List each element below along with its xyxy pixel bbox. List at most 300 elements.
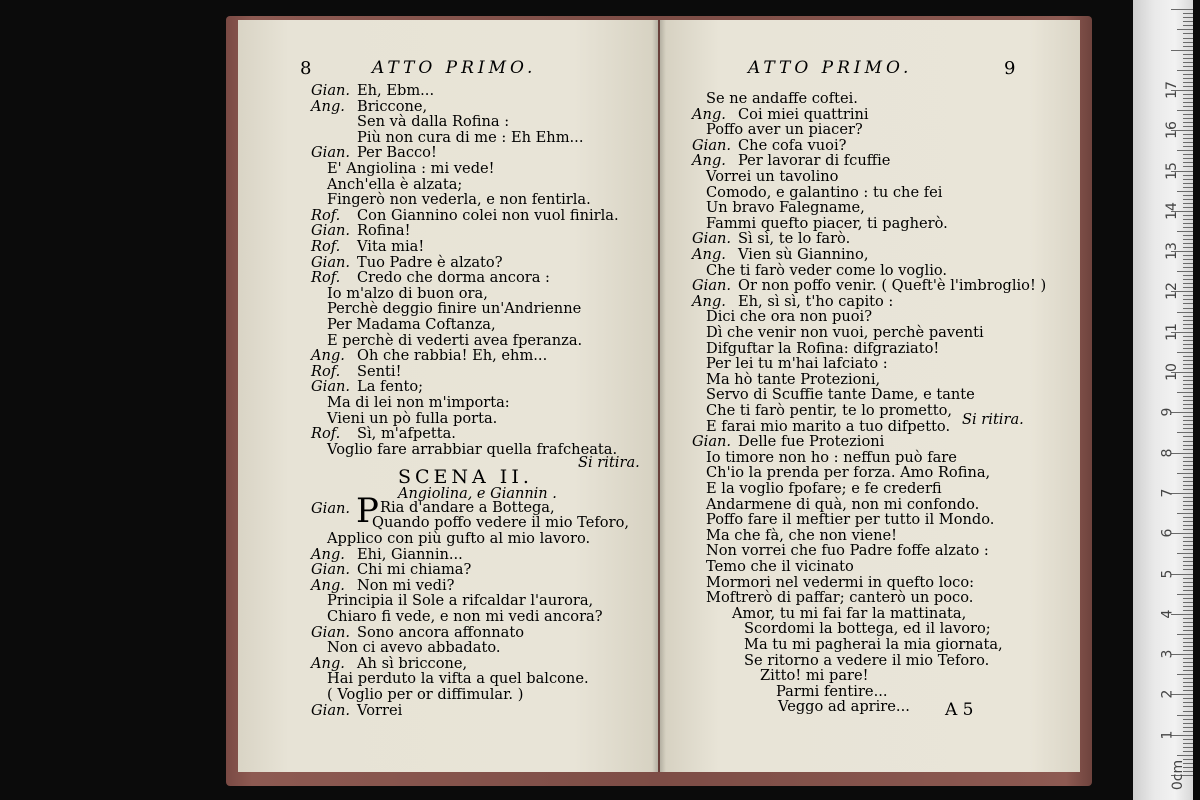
text-line: Per lavorar di fcuffie [738, 152, 891, 170]
ruler-tick [1183, 561, 1193, 562]
text-line: Temo che il vicinato [706, 558, 854, 575]
ruler-tick [1183, 702, 1193, 703]
speaker-label: Gian. [311, 82, 351, 99]
ruler-tick [1183, 747, 1193, 748]
ruler-tick [1183, 686, 1193, 687]
ruler-tick [1183, 58, 1193, 59]
ruler-tick [1177, 473, 1193, 474]
ruler-tick [1183, 420, 1193, 421]
ruler-tick [1183, 711, 1193, 712]
speaker-label: Ang. [311, 545, 345, 563]
ruler-tick [1183, 46, 1193, 47]
text-line: Io timore non ho : neffun può fare [706, 448, 957, 466]
speaker-label: Gian. [692, 230, 732, 248]
ruler-tick [1183, 416, 1193, 417]
ruler-tick [1183, 602, 1193, 603]
ruler-label: 14 [1163, 201, 1180, 220]
text-line: Sì sì, te lo farò. [738, 230, 851, 248]
ruler-tick [1183, 545, 1193, 546]
speaker-label: Ang. [692, 105, 726, 123]
ruler-tick [1177, 110, 1193, 111]
text-line: Zitto! mi pare! [760, 667, 869, 685]
text-line: Ma hò tante Protezioni, [706, 370, 881, 388]
ruler-label: 9 [1159, 407, 1176, 417]
ruler-tick [1183, 316, 1193, 317]
ruler-tick [1183, 739, 1193, 740]
ruler-tick [1183, 509, 1193, 510]
ruler-tick [1183, 368, 1193, 369]
ruler-tick [1183, 199, 1193, 200]
right-page-header: ATTO PRIMO. [748, 58, 913, 78]
speaker-label: Gian. [311, 623, 351, 641]
text-line: Per lei tu m'hai lafciato : [706, 355, 888, 373]
speaker-label: Gian. [311, 144, 351, 162]
ruler-tick [1183, 424, 1193, 425]
ruler-tick [1183, 678, 1193, 679]
ruler-tick [1183, 598, 1193, 599]
text-line: Eh, sì sì, t'ho capito : [738, 292, 894, 310]
ruler-tick [1183, 529, 1193, 530]
ruler-tick [1183, 497, 1193, 498]
text-line: Poffo fare il meftier per tutto il Mondo. [706, 511, 995, 529]
ruler-tick [1183, 441, 1193, 442]
ruler-tick [1183, 320, 1193, 321]
ruler-tick [1183, 267, 1193, 268]
text-line: Più non cura di me : Eh Ehm... [357, 128, 584, 146]
ruler-tick [1183, 465, 1193, 466]
ruler-tick [1183, 505, 1193, 506]
ruler-tick [1183, 731, 1193, 732]
ruler-label: 8 [1159, 448, 1176, 458]
ruler-label: 17 [1163, 80, 1180, 99]
text-line: Anch'ella è alzata; [327, 175, 463, 193]
text-line: Coi miei quattrini [738, 105, 869, 123]
ruler-tick [1183, 162, 1193, 163]
left-stage-direction: Si ritira. [578, 454, 640, 471]
text-line: Dici che ora non puoi? [706, 308, 873, 326]
text-line: Or non poffo venir. ( Queft'è l'imbroglio! ) [738, 277, 1047, 295]
text-line: Che ti farò pentir, te lo prometto, [706, 402, 953, 419]
text-line: Comodo, e galantino : tu che fei [706, 183, 943, 201]
text-line: E farai mio marito a tuo difpetto. [706, 417, 951, 435]
book-gutter [652, 20, 666, 772]
ruler-tick [1183, 400, 1193, 401]
ruler-tick [1171, 9, 1193, 10]
text-line: Vien sù Giannino, [738, 246, 869, 263]
ruler-tick [1183, 521, 1193, 522]
ruler-tick [1183, 82, 1193, 83]
ruler-label: 5 [1159, 569, 1176, 578]
ruler-tick [1183, 436, 1193, 437]
text-line: Se ne andaffe coftei. [706, 90, 858, 107]
text-line: Ma di lei non m'importa: [327, 394, 510, 411]
text-line: Applico con più gufto al mio lavoro. [327, 530, 591, 547]
text-line: Moftrerò di paffar; canterò un poco. [706, 589, 974, 607]
ruler-label: 16 [1163, 121, 1180, 140]
speaker-label: Rof. [311, 206, 341, 224]
text-line: Chi mi chiama? [357, 561, 472, 579]
text-line: Credo che dorma ancora : [357, 269, 550, 287]
speaker-label: Ang. [311, 576, 345, 594]
ruler-tick [1183, 166, 1193, 167]
text-line: Vieni un pò fulla porta. [327, 409, 498, 427]
ruler-tick [1183, 299, 1193, 300]
text-line: Servo di Scuffie tante Dame, e tante [706, 386, 975, 404]
ruler-tick [1177, 70, 1193, 71]
ruler-tick [1177, 312, 1193, 313]
scene-cast: Angiolina, e Giannin . [398, 486, 557, 502]
ruler-tick [1183, 404, 1193, 405]
ruler-tick [1183, 481, 1193, 482]
text-line: Difguftar la Rofina: difgraziato! [706, 339, 940, 357]
ruler-tick [1183, 259, 1193, 260]
ruler-tick [1183, 94, 1193, 95]
ruler-tick [1183, 610, 1193, 611]
text-line: Briccone, [357, 97, 428, 115]
ruler-tick [1177, 392, 1193, 393]
ruler-tick [1183, 582, 1193, 583]
ruler-tick [1183, 219, 1193, 220]
ruler-tick [1183, 118, 1193, 119]
ruler-tick [1183, 283, 1193, 284]
speaker-label: Gian. [692, 433, 732, 451]
signature-mark: A 5 [945, 700, 974, 720]
ruler-tick [1183, 247, 1193, 248]
text-line: Vorrei [357, 701, 403, 719]
ruler-label: 13 [1163, 242, 1180, 261]
text-line: Vorrei un tavolino [706, 168, 839, 185]
text-line: Ah sì briccone, [357, 654, 468, 672]
right-stage-direction: Si ritira. [962, 411, 1024, 428]
ruler-tick [1177, 715, 1193, 716]
ruler-tick [1183, 622, 1193, 623]
ruler-tick [1183, 489, 1193, 490]
ruler-label: 3 [1159, 649, 1176, 659]
speaker-label: Ang. [311, 97, 345, 115]
speaker-label: Gian. [692, 136, 732, 154]
ruler-tick [1183, 569, 1193, 570]
text-line: Principia il Sole a rifcaldar l'aurora, [327, 592, 594, 610]
ruler-tick [1183, 445, 1193, 446]
ruler-tick [1183, 638, 1193, 639]
text-line: La fento; [357, 378, 424, 396]
drop-line-2: Quando poffo vedere il mio Teforo, [372, 514, 629, 531]
ruler-tick [1183, 344, 1193, 345]
ruler-tick [1183, 360, 1193, 361]
ruler-tick [1183, 255, 1193, 256]
ruler-label: 6 [1159, 528, 1176, 538]
text-line: Non ci avevo abbadato. [327, 639, 501, 657]
ruler-tick [1183, 618, 1193, 619]
ruler-tick [1177, 150, 1193, 151]
ruler-tick [1177, 231, 1193, 232]
ruler-label: 15 [1163, 161, 1180, 180]
text-line: Fingerò non vederla, e non fentirla. [327, 191, 591, 209]
ruler-tick [1183, 388, 1193, 389]
ruler-tick [1177, 271, 1193, 272]
ruler-tick [1183, 408, 1193, 409]
ruler-tick [1183, 525, 1193, 526]
text-line: Scordomi la bottega, ed il lavoro; [744, 620, 991, 638]
ruler-tick [1183, 263, 1193, 264]
text-line: Eh, Ebm... [357, 82, 435, 99]
ruler-tick [1177, 594, 1193, 595]
ruler-tick [1171, 50, 1193, 51]
ruler-tick [1177, 513, 1193, 514]
ruler-tick [1183, 565, 1193, 566]
ruler-tick [1177, 352, 1193, 353]
text-line: Sì, m'afpetta. [357, 425, 456, 443]
ruler-tick [1183, 179, 1193, 180]
text-line: Voglio fare arrabbiar quella frafcheata. [327, 440, 618, 458]
speaker-label: Ang. [692, 246, 726, 263]
speaker-label: Ang. [311, 347, 345, 365]
text-line: Ma che fà, che non viene! [706, 526, 898, 544]
text-line: Veggo ad aprire... [778, 698, 910, 716]
text-line: Andarmene di quà, non mi confondo. [706, 495, 980, 513]
ruler-tick [1183, 223, 1193, 224]
ruler-tick [1183, 21, 1193, 22]
ruler-tick [1183, 586, 1193, 587]
ruler-tick [1183, 207, 1193, 208]
ruler-tick [1183, 541, 1193, 542]
ruler-tick [1183, 356, 1193, 357]
text-line: E perchè di vederti avea fperanza. [327, 331, 583, 349]
ruler-tick [1183, 348, 1193, 349]
ruler-tick [1183, 203, 1193, 204]
ruler-tick [1177, 432, 1193, 433]
ruler-tick [1183, 328, 1193, 329]
ruler-label: 1 [1159, 730, 1176, 740]
ruler-tick [1183, 215, 1193, 216]
text-line: Rofina! [357, 222, 411, 240]
speaker-label: Gian. [311, 253, 351, 271]
ruler-tick [1183, 324, 1193, 325]
speaker-label: Rof. [311, 238, 341, 255]
text-line: Perchè deggio finire un'Andrienne [327, 300, 582, 318]
text-line: E' Angiolina : mi vede! [327, 160, 495, 177]
ruler-tick [1183, 727, 1193, 728]
ruler-label: 11 [1163, 322, 1180, 341]
ruler-tick [1183, 557, 1193, 558]
ruler-tick [1177, 755, 1193, 756]
speaker-label: Gian. [311, 561, 351, 579]
ruler-tick [1183, 235, 1193, 236]
text-line: Amor, tu mi fai far la mattinata, [732, 604, 967, 622]
drop-speaker: Gian. [311, 500, 351, 517]
ruler-tick [1183, 537, 1193, 538]
text-line: Che ti farò veder come lo voglio. [706, 261, 948, 279]
ruler-tick [1183, 134, 1193, 135]
ruler-tick [1183, 142, 1193, 143]
text-line: Chiaro fi vede, e non mi vedi ancora? [327, 608, 603, 625]
text-line: Tuo Padre è alzato? [357, 253, 503, 271]
ruler-tick [1183, 33, 1193, 34]
text-line: Non mi vedi? [357, 576, 455, 594]
ruler-tick [1183, 154, 1193, 155]
ruler-tick [1183, 719, 1193, 720]
left-page-number: 8 [300, 58, 312, 79]
ruler-tick [1183, 183, 1193, 184]
ruler-tick [1177, 553, 1193, 554]
speaker-label: Ang. [692, 152, 726, 170]
ruler-tick [1183, 723, 1193, 724]
ruler-tick [1183, 606, 1193, 607]
ruler-tick [1183, 477, 1193, 478]
right-page-number: 9 [1004, 58, 1016, 79]
speaker-label: Gian. [692, 277, 732, 295]
text-line: Ch'io la prenda per forza. Amo Rofina, [706, 464, 991, 482]
ruler-label: 7 [1159, 488, 1176, 498]
ruler-tick [1183, 461, 1193, 462]
ruler-tick [1183, 239, 1193, 240]
speaker-label: Rof. [311, 362, 341, 380]
ruler-tick [1183, 303, 1193, 304]
ruler-tick [1183, 66, 1193, 67]
ruler-tick [1183, 74, 1193, 75]
left-page-header: ATTO PRIMO. [372, 58, 537, 78]
text-line: Ma tu mi pagherai la mia giornata, [744, 636, 1003, 653]
ruler-tick [1183, 662, 1193, 663]
text-line: Ehi, Giannin... [357, 545, 463, 563]
ruler-tick [1183, 42, 1193, 43]
ruler-tick [1183, 275, 1193, 276]
ruler-tick [1183, 243, 1193, 244]
ruler-tick [1183, 690, 1193, 691]
text-line: E la voglio fpofare; e fe crederfi [706, 480, 942, 497]
ruler-tick [1183, 175, 1193, 176]
ruler-tick [1183, 146, 1193, 147]
ruler-tick [1183, 187, 1193, 188]
ruler-tick [1183, 13, 1193, 14]
ruler-tick [1183, 138, 1193, 139]
text-line: Fammi quefto piacer, ti pagherò. [706, 214, 948, 232]
ruler-tick [1177, 674, 1193, 675]
text-line: Con Giannino colei non vuol finirla. [357, 206, 619, 224]
ruler-tick [1183, 62, 1193, 63]
ruler-tick [1183, 384, 1193, 385]
text-line: Un bravo Falegname, [706, 199, 865, 217]
ruler-tick [1183, 98, 1193, 99]
ruler-tick [1183, 54, 1193, 55]
measuring-ruler [1133, 0, 1193, 800]
ruler-tick [1183, 469, 1193, 470]
ruler-tick [1183, 102, 1193, 103]
ruler-tick [1183, 380, 1193, 381]
ruler-label: 10 [1163, 363, 1180, 381]
ruler-tick [1183, 287, 1193, 288]
speaker-label: Rof. [311, 425, 341, 443]
ruler-tick [1183, 195, 1193, 196]
ruler-label: 2 [1159, 689, 1176, 699]
ruler-tick [1183, 308, 1193, 309]
speaker-label: Gian. [311, 222, 351, 240]
ruler-tick [1183, 670, 1193, 671]
speaker-label: Rof. [311, 269, 341, 287]
ruler-tick [1183, 364, 1193, 365]
ruler-tick [1183, 279, 1193, 280]
text-line: Senti! [357, 362, 402, 380]
ruler-tick [1183, 501, 1193, 502]
text-line: Mormori nel vedermi in quefto loco: [706, 573, 975, 591]
ruler-tick [1183, 428, 1193, 429]
ruler-tick [1183, 666, 1193, 667]
text-line: Che cofa vuoi? [738, 136, 847, 154]
text-line: Sono ancora affonnato [357, 623, 524, 641]
ruler-tick [1183, 340, 1193, 341]
text-line: Per Madama Coftanza, [327, 316, 496, 333]
ruler-tick [1183, 706, 1193, 707]
ruler-label: 0cm [1170, 759, 1187, 791]
ruler-tick [1183, 38, 1193, 39]
ruler-tick [1183, 158, 1193, 159]
ruler-tick [1183, 485, 1193, 486]
ruler-tick [1183, 682, 1193, 683]
text-line: Sen và dalla Rofina : [357, 113, 510, 131]
ruler-tick [1183, 650, 1193, 651]
ruler-tick [1183, 78, 1193, 79]
text-line: Hai perduto la vifta a quel balcone. [327, 670, 589, 688]
speaker-label: Ang. [692, 292, 726, 310]
speaker-label: Gian. [311, 701, 351, 719]
ruler-tick [1183, 698, 1193, 699]
ruler-tick [1183, 743, 1193, 744]
ruler-tick [1183, 336, 1193, 337]
ruler-label: 4 [1159, 609, 1176, 619]
text-line: Poffo aver un piacer? [706, 121, 863, 139]
ruler-tick [1183, 626, 1193, 627]
ruler-tick [1183, 126, 1193, 127]
text-line: Io m'alzo di buon ora, [327, 284, 488, 302]
speaker-label: Ang. [311, 654, 345, 672]
ruler-tick [1183, 114, 1193, 115]
ruler-tick [1183, 642, 1193, 643]
ruler-tick [1177, 634, 1193, 635]
ruler-tick [1183, 86, 1193, 87]
drop-cap: P [356, 491, 379, 531]
text-line: Non vorrei che fuo Padre foffe alzato : [706, 542, 989, 560]
scene-title: SCENA II. [398, 466, 533, 488]
ruler-label: 12 [1163, 282, 1180, 301]
ruler-tick [1183, 457, 1193, 458]
text-line: Delle fue Protezioni [738, 433, 885, 451]
text-line: Vita mia! [357, 238, 425, 255]
ruler-tick [1183, 25, 1193, 26]
ruler-tick [1183, 106, 1193, 107]
ruler-tick [1183, 396, 1193, 397]
ruler-tick [1183, 376, 1193, 377]
text-line: Per Bacco! [357, 144, 437, 162]
text-line: Dì che venir non vuoi, perchè paventi [706, 324, 984, 341]
text-line: Parmi fentire... [776, 682, 888, 700]
ruler-tick [1183, 590, 1193, 591]
ruler-tick [1183, 17, 1193, 18]
ruler-tick [1183, 549, 1193, 550]
text-line: ( Voglio per or diffimular. ) [327, 686, 524, 703]
speaker-label: Gian. [311, 378, 351, 396]
ruler-tick [1183, 646, 1193, 647]
ruler-tick [1183, 578, 1193, 579]
ruler-tick [1183, 517, 1193, 518]
text-line: Oh che rabbia! Eh, ehm... [357, 347, 548, 365]
text-line: Se ritorno a vedere il mio Teforo. [744, 651, 990, 669]
ruler-tick [1183, 227, 1193, 228]
drop-line-1: Ria d'andare a Bottega, [380, 499, 555, 516]
ruler-tick [1177, 29, 1193, 30]
ruler-tick [1183, 751, 1193, 752]
ruler-tick [1183, 630, 1193, 631]
ruler-tick [1183, 658, 1193, 659]
